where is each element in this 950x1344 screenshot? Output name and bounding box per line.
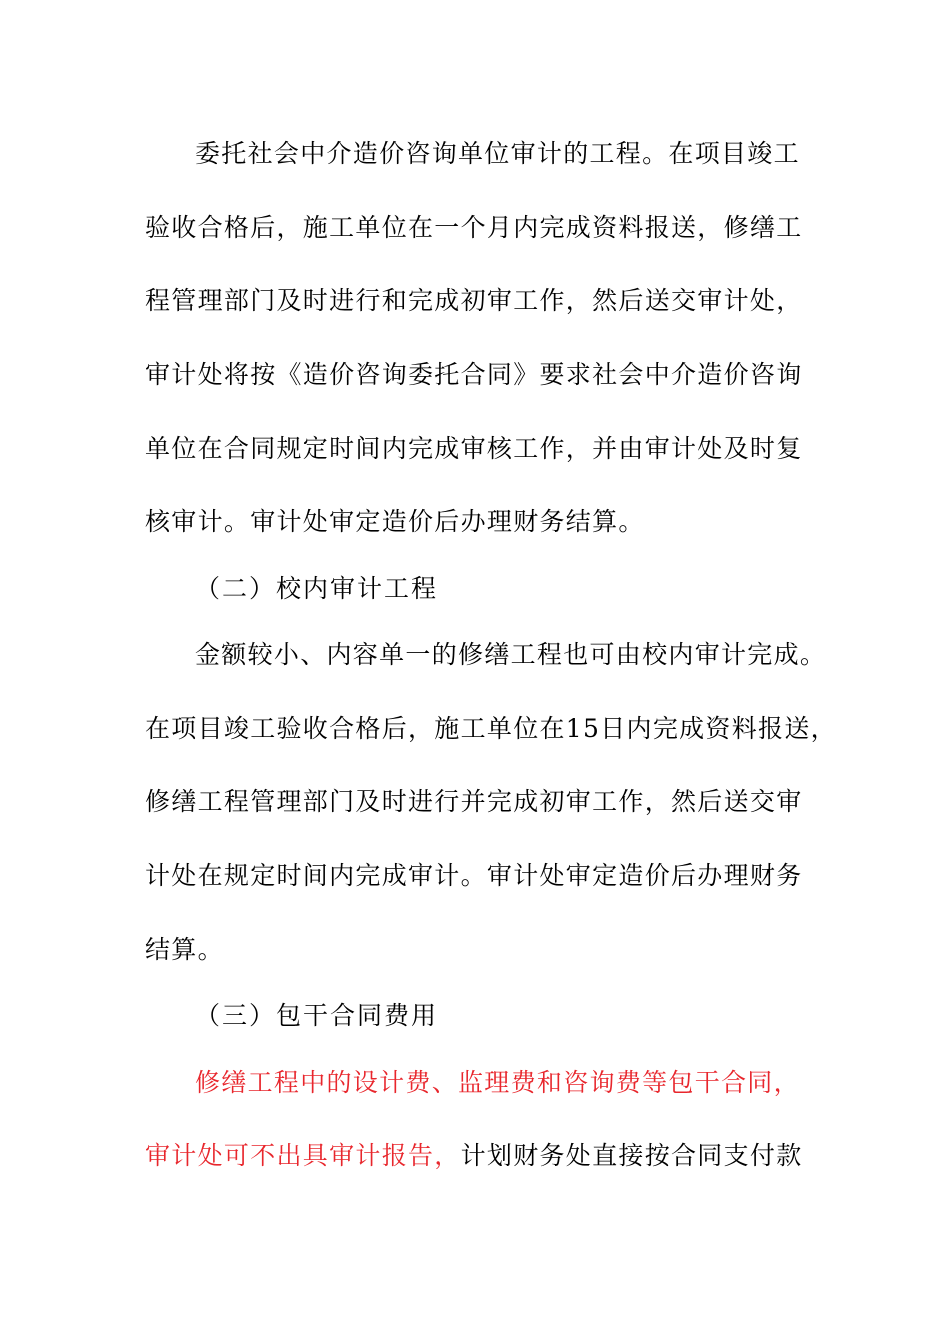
para3-line2-highlight: 审计处可不出具审计报告， xyxy=(145,1141,461,1170)
section-heading-2: （二）校内审计工程 xyxy=(195,574,439,603)
para2-line3: 修缮工程管理部门及时进行并完成初审工作，然后送交审 xyxy=(145,787,803,816)
para3-line2 xyxy=(145,1139,803,1173)
para1-line1: 委托社会中介造价咨询单位审计的工程。在项目竣工 xyxy=(195,139,800,168)
para1-line2: 验收合格后，施工单位在一个月内完成资料报送，修缮工 xyxy=(145,213,803,242)
para2-line1: 金额较小、内容单一的修缮工程也可由校内审计完成。 xyxy=(195,640,827,669)
para1-line5: 单位在合同规定时间内完成审核工作，并由审计处及时复 xyxy=(145,434,803,463)
para2-line4: 计处在规定时间内完成审计。审计处审定造价后办理财务 xyxy=(145,861,803,890)
para3-line1-highlight: 修缮工程中的设计费、监理费和咨询费等包干合同， xyxy=(195,1068,800,1097)
para1-line6: 核审计。审计处审定造价后办理财务结算。 xyxy=(145,507,645,536)
section-heading-3: （三）包干合同费用 xyxy=(195,1001,439,1030)
para2-line5: 结算。 xyxy=(145,935,224,964)
para2-line2: 在项目竣工验收合格后，施工单位在15日内完成资料报送， xyxy=(145,714,837,743)
para1-line4: 审计处将按《造价咨询委托合同》要求社会中介造价咨询 xyxy=(145,360,803,389)
para3-line2-normal: 计划财务处直接按合同支付款 xyxy=(460,1141,803,1170)
para1-line3: 程管理部门及时进行和完成初审工作，然后送交审计处， xyxy=(145,286,803,315)
